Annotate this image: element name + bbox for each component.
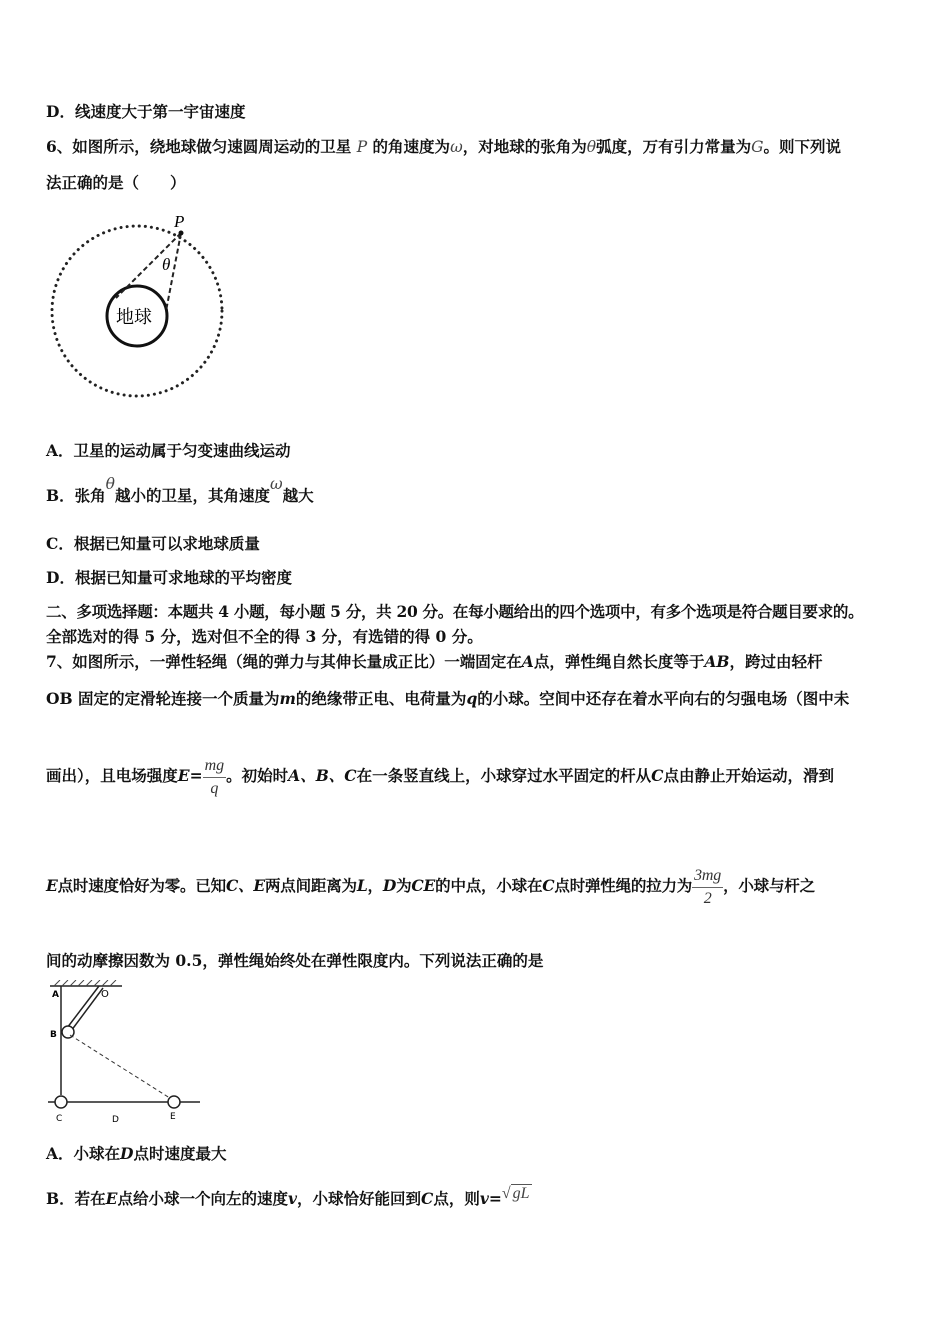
q6-stem-line1 [46,137,841,157]
q7-var-d: D [382,876,397,895]
q6-symbol-theta: θ [586,138,597,156]
label-c: C [56,1114,63,1124]
q7-option-b-text: ，小球恰好能回到 [296,1189,421,1208]
rope-be-dashed [70,1035,173,1100]
q7-option-b-equals: = [488,1189,502,1208]
q7-var-ab: AB [704,652,730,671]
q6-option-b-text-2: 越小的卫星，其角速度 [114,486,270,505]
q6-option-c: C．根据已知量可以求地球质量 [46,534,260,553]
q5-option-d: D．线速度大于第一宇宙速度 [46,102,246,121]
q7-rope-diagram [40,980,210,1130]
q7-fraction-3mg-over-2 [692,865,723,910]
q7-text: 在一条竖直线上，小球穿过水平固定的杆从 [356,766,652,785]
q6-option-b-omega: ω [269,475,283,493]
q7-var-e: E [177,766,190,785]
q7-text: ， [367,876,383,895]
fraction-numerator: 3mg [692,865,723,888]
q7-option-a-text-2: 点时速度最大 [133,1144,227,1163]
q7-text: OB 固定的定滑轮连接一个质量为 [46,689,280,708]
q7-text: 点由静止开始运动，滑到 [663,766,835,785]
label-e: E [170,1112,176,1122]
q7-option-b-text: 点给小球一个向左的速度 [117,1189,288,1208]
label-o: O [101,989,109,1000]
q6-stem-text-4: 弧度，万有引力常量为 [596,137,752,156]
q7-var-a: A [521,652,534,671]
q6-symbol-g: G [751,138,764,156]
q7-fraction-mg-over-q [203,755,227,800]
q7-option-b [46,1185,532,1210]
q7-option-b-sqrt [502,1185,532,1202]
sqrt-sign-icon: √ [501,1185,511,1202]
section2-line1: 二、多项选择题：本题共 4 小题，每小题 5 分，共 20 分。在每小题给出的四个选项中，有多个选项是符合题目要求的。 [46,602,864,621]
q7-text: 画出），且电场强度 [46,766,178,785]
q7-text: 。初始时 [226,766,289,785]
q6-symbol-p: P [356,138,368,156]
q6-stem-text-5: 。则下列说 [763,137,841,156]
q7-text: 点时弹性绳的拉力为 [554,876,693,895]
q6-stem-text-2: 的角速度为 [372,137,451,156]
q7-text: 点，弹性绳自然长度等于 [533,652,705,671]
q7-option-b-var-e: E [105,1189,118,1208]
q6-orbit-diagram [40,208,240,408]
q6-option-b [46,475,314,506]
q7-option-b-text: B．若在 [46,1189,106,1208]
ball-e [168,1096,180,1108]
q7-var-abc: A、B、C [288,766,357,785]
label-p: P [174,212,185,231]
label-theta: θ [162,255,171,274]
q6-stem-text-1: 6、如图所示，绕地球做匀速圆周运动的卫星 [46,137,352,156]
q7-option-b-text: 点，则 [433,1189,480,1208]
label-d: D [112,1115,119,1125]
fraction-numerator: mg [203,755,227,778]
q7-var-q: q [466,689,478,708]
q7-line4 [46,864,815,910]
q7-var-l: L [356,876,368,895]
q7-var-ce: CE [411,876,436,895]
q7-text: 7、如图所示，一弹性轻绳（绳的弹力与其伸长量成正比）一端固定在 [46,652,522,671]
q7-option-a-text-1: A．小球在 [46,1144,121,1163]
q6-option-b-theta: θ [105,475,115,493]
ball-c [55,1096,67,1108]
q7-text: ，小球与杆之 [723,876,815,895]
satellite-p-point [179,231,184,236]
q7-var-ce: C、E [225,876,265,895]
section2-line2: 全部选对的得 5 分，选对但不全的得 3 分，有选错的得 0 分。 [46,627,483,646]
q6-option-a: A．卫星的运动属于匀变速曲线运动 [46,441,291,460]
q6-option-b-text-1: B．张角 [46,486,106,505]
q7-text: ，跨过由轻杆 [729,652,823,671]
q7-var-c: C [651,766,664,785]
q6-symbol-omega: ω [450,138,463,156]
q6-option-d: D．根据已知量可求地球的平均密度 [46,568,292,587]
q7-text: 点时速度恰好为零。已知 [57,876,226,895]
q7-option-a-var-d: D [120,1144,134,1163]
q7-text: 的绝缘带正电、电荷量为 [295,689,467,708]
q7-option-b-var-v: v [287,1189,297,1208]
q6-stem-text-3: ，对地球的张角为 [462,137,587,156]
q7-text: 为 [396,876,412,895]
q7-line5: 间的动摩擦因数为 0.5，弹性绳始终处在弹性限度内。下列说法正确的是 [46,951,544,970]
q7-var-c: C [542,876,555,895]
q7-text: 的中点，小球在 [435,876,543,895]
label-b: B [50,1030,57,1040]
q7-equals: = [189,766,203,785]
fraction-denominator: q [210,779,219,797]
q7-line3 [46,754,834,800]
q7-text: 两点间距离为 [265,876,357,895]
q6-option-b-text-3: 越大 [282,486,314,505]
q7-var-m: m [279,689,296,708]
rod-ob-edge-1 [67,986,99,1028]
q7-option-a [46,1144,227,1164]
label-a: A [52,990,59,1000]
rod-ob-edge-2 [71,988,103,1031]
q7-text: 的小球。空间中还存在着水平向右的匀强电场（图中未 [477,689,850,708]
sqrt-radicand: gL [512,1185,530,1202]
q7-var-e: E [46,876,58,895]
q7-line1 [46,652,823,672]
q7-option-b-var-c: C [420,1189,434,1208]
ceiling-hatch [54,980,116,986]
q6-stem-line2: 法正确的是（ ） [46,173,186,192]
label-earth: 地球 [116,307,152,328]
fraction-denominator: 2 [703,889,712,907]
q7-option-b-var-v: v [479,1189,489,1208]
q7-line2 [46,689,849,709]
